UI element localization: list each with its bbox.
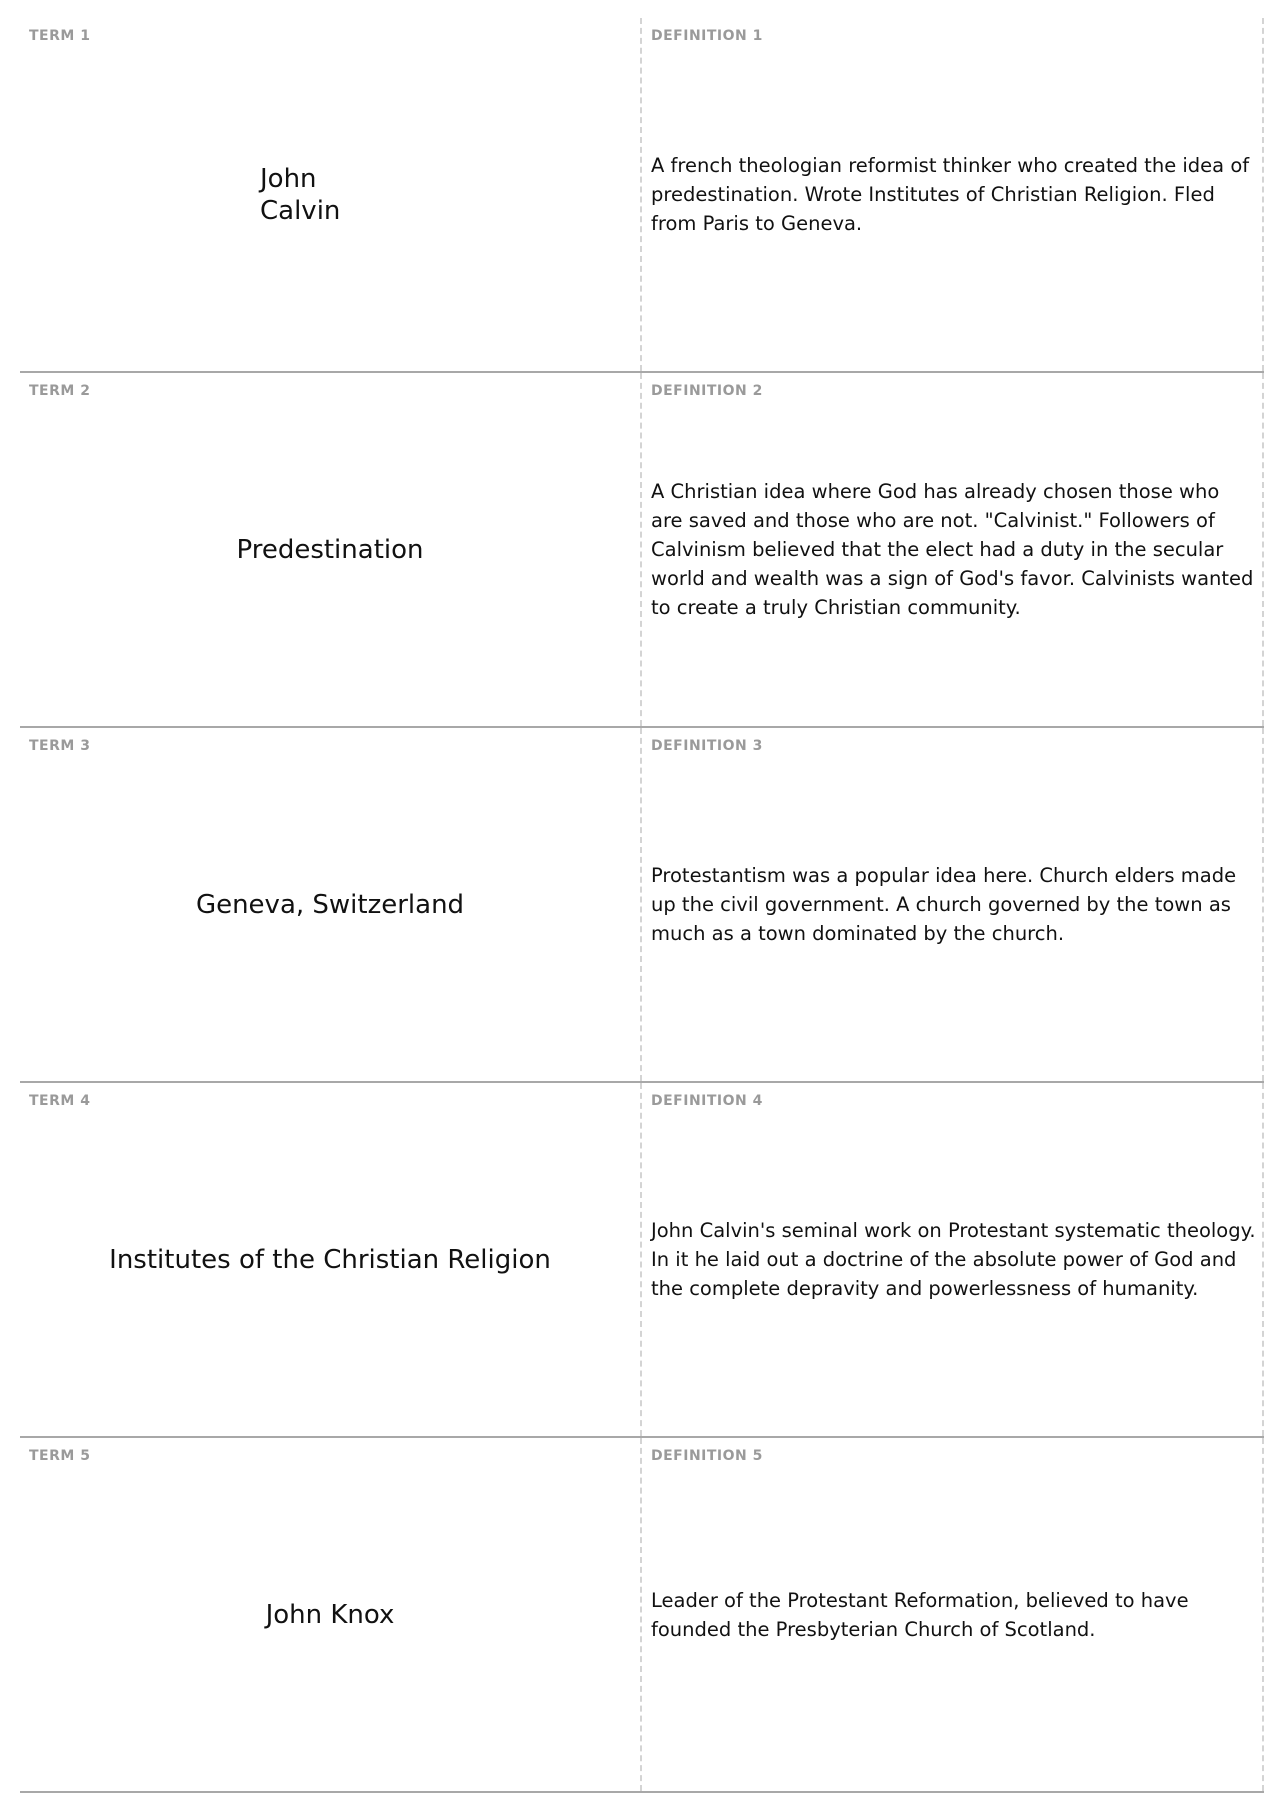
card-row-5 bbox=[20, 1438, 1264, 1793]
definition-label: DEFINITION 1 bbox=[651, 28, 763, 44]
definition-text bbox=[651, 373, 1256, 726]
definition-cell bbox=[642, 728, 1264, 1081]
card-row-4 bbox=[20, 1083, 1264, 1438]
definition-label: DEFINITION 4 bbox=[651, 1093, 763, 1109]
card-row-1 bbox=[20, 18, 1264, 373]
definition-label: DEFINITION 5 bbox=[651, 1448, 763, 1464]
term-cell bbox=[20, 373, 642, 726]
term-value: Predestination bbox=[236, 534, 424, 565]
definition-cell bbox=[642, 1438, 1264, 1791]
term-label: TERM 1 bbox=[29, 28, 91, 44]
definition-label: DEFINITION 3 bbox=[651, 738, 763, 754]
definition-text bbox=[651, 18, 1256, 371]
term-text bbox=[20, 18, 640, 371]
term-label: TERM 2 bbox=[29, 383, 91, 399]
definition-text bbox=[651, 1083, 1256, 1436]
flashcard-sheet bbox=[20, 18, 1264, 1793]
term-cell bbox=[20, 728, 642, 1081]
definition-text bbox=[651, 728, 1256, 1081]
term-label: TERM 5 bbox=[29, 1448, 91, 1464]
term-value: Institutes of the Christian Religion bbox=[109, 1244, 551, 1275]
term-label: TERM 4 bbox=[29, 1093, 91, 1109]
definition-label: DEFINITION 2 bbox=[651, 383, 763, 399]
term-text bbox=[20, 373, 640, 726]
card-row-3 bbox=[20, 728, 1264, 1083]
definition-value: Leader of the Protestant Reformation, believed to have founded the Presbyterian Church of Scotland. bbox=[651, 1588, 1189, 1641]
definition-text bbox=[651, 1438, 1256, 1791]
definition-cell bbox=[642, 18, 1264, 371]
definition-value: Protestantism was a popular idea here. Church elders made up the civil government. A church governed by the town as much as a town dominated by the church. bbox=[651, 864, 1237, 945]
term-cell bbox=[20, 1438, 642, 1791]
term-value: John Calvin bbox=[260, 163, 341, 226]
definition-cell bbox=[642, 373, 1264, 726]
definition-value: John Calvin's seminal work on Protestant systematic theology. In it he laid out a doctrine of the absolute power of God and the complete depravity and powerlessness of humanity. bbox=[651, 1219, 1256, 1300]
definition-value: A french theologian reformist thinker who created the idea of predestination. Wrote Institutes of Christian Religion. Fled from Paris to Geneva. bbox=[651, 154, 1250, 235]
term-value: John Knox bbox=[265, 1599, 395, 1630]
term-text bbox=[20, 1438, 640, 1791]
term-text bbox=[20, 1083, 640, 1436]
card-row-2 bbox=[20, 373, 1264, 728]
definition-cell bbox=[642, 1083, 1264, 1436]
term-cell bbox=[20, 1083, 642, 1436]
term-label: TERM 3 bbox=[29, 738, 91, 754]
term-text bbox=[20, 728, 640, 1081]
term-cell bbox=[20, 18, 642, 371]
definition-value: A Christian idea where God has already chosen those who are saved and those who are not. "Calvinist." Followers of Calvinism believed that the elect had a duty in the secular world and wealth was a sign of God's favor. Calvinists wanted to create a truly Christian community. bbox=[651, 480, 1254, 619]
term-value: Geneva, Switzerland bbox=[195, 889, 465, 920]
